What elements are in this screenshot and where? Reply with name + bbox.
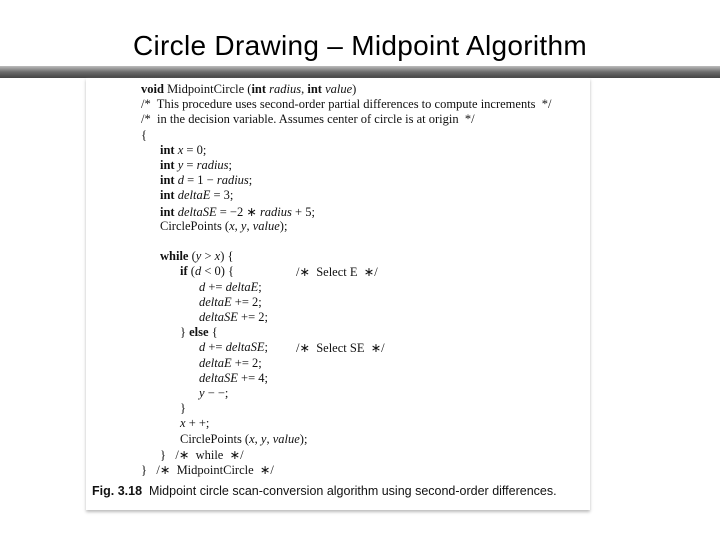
code-token: x — [249, 431, 255, 446]
code-line — [180, 432, 307, 447]
code-line — [199, 386, 228, 401]
code-token: d — [199, 279, 206, 294]
code-line — [160, 158, 232, 173]
code-token: , — [254, 431, 261, 446]
code-token: += 2; — [237, 310, 268, 324]
code-token: int — [251, 82, 267, 96]
code-token: y — [174, 158, 184, 172]
code-line — [141, 462, 274, 478]
code-token: CirclePoints ( — [160, 218, 230, 233]
code-line — [199, 356, 262, 371]
code-token: ( — [188, 249, 196, 264]
code-token: d — [199, 340, 206, 355]
code-token: < 0) { — [201, 264, 235, 279]
code-token: { — [141, 127, 147, 142]
code-token: , — [301, 82, 308, 96]
code-token: ( — [187, 264, 195, 279]
code-line — [180, 325, 218, 340]
code-token: radius — [196, 158, 229, 172]
code-line — [180, 264, 234, 279]
code-line — [160, 447, 244, 463]
code-token: , — [234, 218, 241, 233]
code-line — [180, 401, 186, 416]
code-line — [199, 371, 268, 386]
code-token: else — [189, 325, 209, 340]
slide-title: Circle Drawing – Midpoint Algorithm — [132, 30, 587, 61]
code-token: + 5; — [291, 204, 315, 219]
code-token: CirclePoints ( — [180, 431, 250, 446]
code-token: MidpointCircle ( — [163, 82, 252, 96]
code-line — [160, 188, 233, 203]
code-token: deltaE — [199, 294, 232, 309]
code-token: d — [174, 173, 184, 188]
code-token: y — [260, 431, 267, 446]
code-line — [160, 219, 287, 234]
title-divider-bar — [0, 66, 720, 78]
code-token: value — [321, 82, 353, 96]
code-token: radius — [266, 82, 302, 96]
code-token: radius — [216, 173, 249, 188]
code-token: ; — [258, 279, 262, 294]
code-token: ; — [264, 340, 268, 355]
code-comment: /∗ Select E ∗/ — [296, 265, 378, 280]
code-comment: /∗ Select SE ∗/ — [296, 341, 385, 356]
code-token: d — [194, 264, 202, 279]
code-token: + +; — [185, 416, 210, 431]
code-token: while — [160, 249, 189, 264]
code-token: int — [160, 173, 175, 188]
code-token: { — [208, 325, 218, 340]
code-token: /* This procedure uses second-order partial differences to compute increments */ — [141, 97, 552, 112]
code-token: void — [141, 82, 164, 96]
figure-caption — [92, 484, 557, 498]
code-token: int — [160, 204, 175, 219]
code-token: x — [174, 142, 184, 157]
code-token: int — [160, 142, 175, 157]
code-token: } — [180, 325, 190, 340]
code-token: deltaE — [174, 188, 211, 203]
code-token: deltaSE — [225, 340, 265, 355]
code-token: = 0; — [183, 142, 207, 157]
code-line — [141, 128, 147, 143]
code-line — [141, 112, 475, 127]
code-token: += — [205, 279, 226, 294]
caption-text: Midpoint circle scan-conversion algorithm using second-order differences. — [142, 484, 557, 498]
code-token: x — [229, 218, 235, 233]
code-token: = — [183, 158, 197, 172]
code-token: x — [180, 416, 186, 431]
code-token: value — [252, 218, 280, 233]
code-line — [199, 280, 262, 295]
code-token: } /∗ while ∗/ — [160, 447, 244, 462]
code-token: = 3; — [210, 188, 234, 203]
code-token: deltaE — [225, 279, 259, 294]
code-token: ; — [248, 173, 253, 188]
code-token: int — [160, 188, 175, 203]
code-token: , — [266, 431, 273, 446]
code-token: value — [272, 431, 300, 446]
code-token: += 2; — [231, 355, 262, 370]
code-line — [160, 143, 206, 158]
code-token: int — [160, 158, 175, 172]
code-token: += 2; — [231, 294, 262, 309]
code-token: y — [195, 249, 202, 264]
code-token: y — [199, 386, 205, 400]
code-token: = 1 − — [183, 173, 217, 188]
code-token: += 4; — [237, 370, 268, 385]
code-token: ) { — [220, 249, 234, 264]
code-line — [199, 295, 262, 310]
code-line — [160, 204, 315, 220]
code-token: deltaSE — [199, 370, 238, 385]
code-token: ) — [352, 82, 357, 96]
code-token: = −2 ∗ — [216, 204, 260, 219]
code-token: , — [246, 218, 253, 233]
code-token: } — [180, 401, 186, 416]
code-line — [180, 416, 209, 431]
code-token: int — [307, 82, 322, 96]
code-line — [141, 82, 356, 97]
code-token: += — [205, 340, 226, 355]
code-line — [160, 249, 234, 264]
code-token: > — [201, 249, 215, 264]
code-token: deltaSE — [199, 310, 238, 324]
code-token: deltaE — [199, 355, 232, 370]
code-token: if — [180, 264, 188, 279]
code-token: ); — [279, 218, 288, 233]
figure-label: Fig. 3.18 — [92, 484, 143, 498]
code-token: deltaSE — [174, 204, 217, 219]
code-line — [199, 310, 268, 325]
code-token: radius — [259, 204, 292, 219]
code-token: } /∗ MidpointCircle ∗/ — [141, 463, 274, 477]
code-token: ; — [228, 158, 233, 172]
code-line — [160, 173, 252, 188]
code-token: ); — [299, 431, 308, 446]
code-token: − −; — [204, 386, 229, 400]
code-figure — [86, 78, 590, 510]
code-line — [199, 340, 268, 355]
code-token: x — [214, 249, 221, 264]
code-token: y — [240, 218, 247, 233]
code-line — [141, 97, 552, 112]
code-token: /* in the decision variable. Assumes center of circle is at origin */ — [141, 112, 475, 127]
